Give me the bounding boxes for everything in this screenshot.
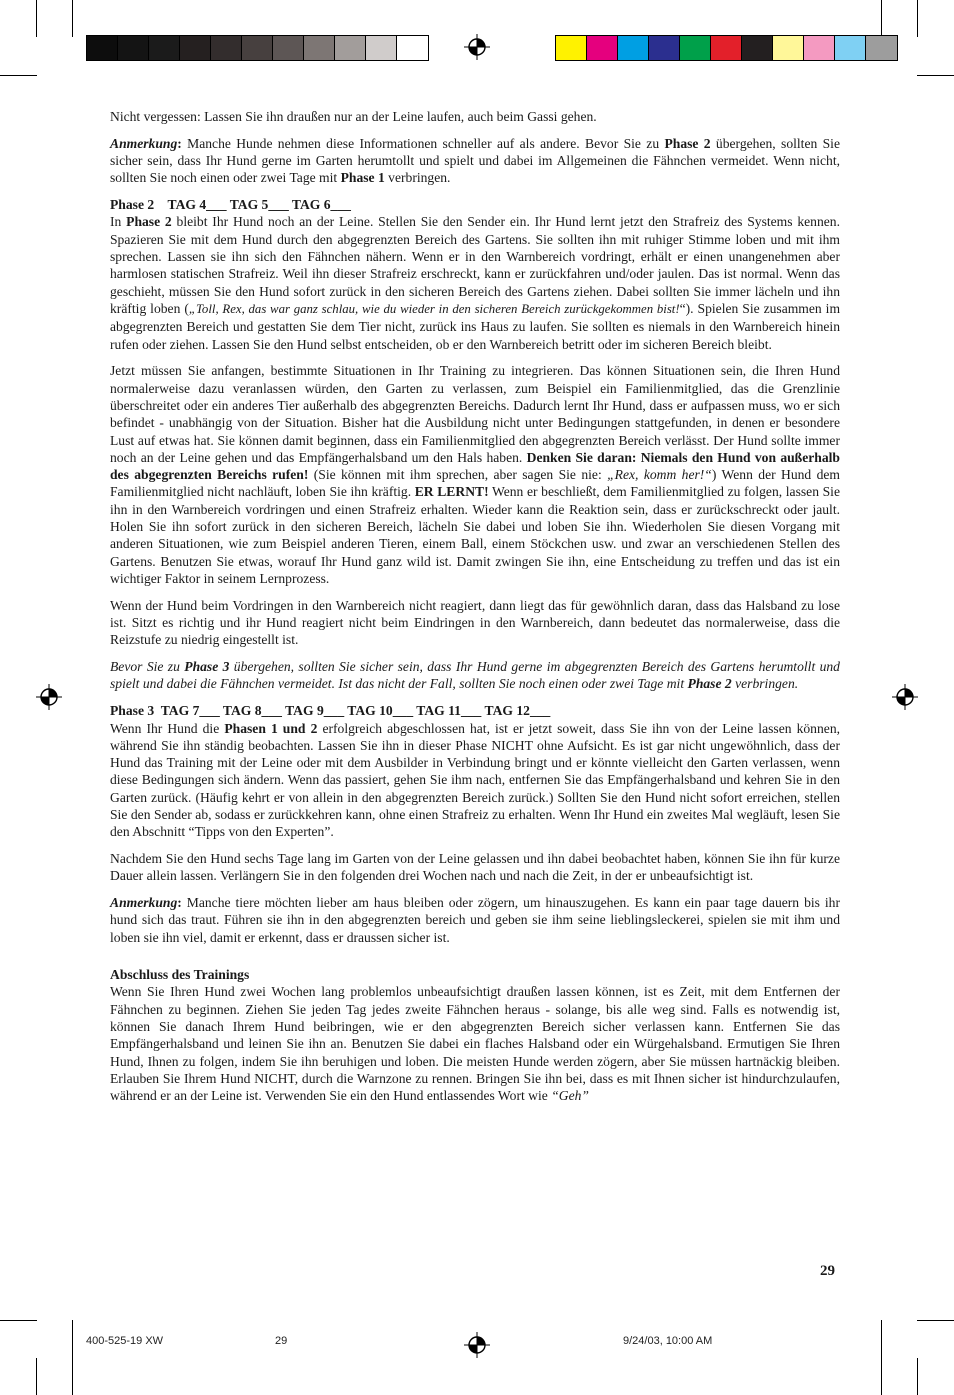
color-swatch — [680, 36, 711, 60]
color-swatch — [618, 36, 649, 60]
color-swatch — [587, 36, 618, 60]
slug-date: 9/24/03, 10:00 AM — [623, 1335, 713, 1347]
color-swatch — [804, 36, 835, 60]
crop-mark — [917, 0, 918, 37]
color-swatch — [304, 36, 335, 60]
crop-mark — [917, 1358, 918, 1395]
registration-mark-icon — [892, 684, 918, 710]
color-swatch — [149, 36, 180, 60]
registration-mark-icon — [464, 1332, 490, 1358]
color-swatch — [242, 36, 273, 60]
phase3-paragraph: Wenn Ihr Hund die Phasen 1 und 2 erfolgreich abgeschlossen hat, ist er jetzt soweit, dass Sie ihn von der Leine lassen können, während Sie ihn ständig beobachten. Lassen Sie ihn in dieser Phase NICHT ohne Aufsicht. Es ist gar nicht ungewöhnlich, dass der Hund das Training mit der Leine oder mit dem Ausbilder in Verbindung bringt und er könnte vielleicht den Garten verlassen, wenn diese Bedingungen sich ändern. Wenn das passiert, gehen Sie ihm nach, entfernen Sie das Empfängerhalsband und kehren Sie in den Garten zurück. (Häufig kehrt er von allein in den abgegrenzten Bereich zurück.) Sollten Sie den Hund nicht sofort erreichen, stellen Sie den Sender ab, sodass er zurückkehren kann, ohne einen Strafreiz zu erhalten. Wenn Ihr Hund ein zweites Mal wegläuft, lesen Sie den Abschnitt “Tipps von den Experten”. — [110, 720, 841, 840]
crop-mark — [881, 0, 882, 37]
crop-mark — [0, 75, 37, 76]
crop-mark — [917, 75, 954, 76]
six-days-paragraph: Nachdem Sie den Hund sechs Tage lang im Garten von der Leine gelassen und ihn dabei beobachtet haben, können Sie ihn für kurze Dauer allein lassen. Verlängern Sie in den folgenden drei Wochen nach und nach die Zeit, in der er unbeaufsichtigt ist. — [110, 851, 840, 884]
process-color-bar — [555, 35, 898, 61]
collar-paragraph: Wenn der Hund beim Vordringen in den Warnbereich nicht reagiert, dann liegt das für gewöhnlich daran, dass das Halsband zu lose ist. Sitzt es richtig und ihr Hund reagiert nicht beim Eindringen in den Warnbereich, dann bedeutet das normalerweise, dass die Reizstufe zu niedrig eingestellt ist. — [110, 597, 840, 648]
closing-paragraph: Wenn Sie Ihren Hund zwei Wochen lang problemlos unbeaufsichtigt draußen lassen können, ist es Zeit, mit dem Entfernen der Fähnchen zu beginnen. Ziehen Sie jeden Tag jedes zweite Fähnchen heraus - solange, bis alle weg sind. Falls es notwendig ist, können Sie danach Ihrem Hund beibringen, wie er den abgegrenzten Bereich sicher verlassen kann. Entfernen Sie das Empfängerhalsband und leinen Sie ihn an. Benutzen Sie dabei ein flaches Halsband oder ein Würgehalsband. Ermutigen Sie Ihren Hund, Ihnen zu folgen, indem Sie ihn beruhigen und loben. Die meisten Hunde werden zögern, aber Sie müssen hartnäckig bleiben. Erlauben Sie Ihrem Hund NICHT, durch die Warnzone zu rennen. Bringen Sie ihn bei, dass es mit Ihnen sicher ist hindurchzulaufen, während er an der Leine ist. Verwenden Sie ein den Hund entlassendes Wort wie “Geh” — [110, 984, 840, 1104]
crop-mark — [72, 1358, 73, 1395]
grayscale-color-bar — [86, 35, 429, 61]
slug-page: 29 — [275, 1335, 288, 1347]
slug-rule — [72, 1320, 73, 1360]
slug-rule — [881, 1320, 882, 1360]
color-swatch — [180, 36, 211, 60]
color-swatch — [711, 36, 742, 60]
crop-mark — [36, 0, 37, 37]
page-number: 29 — [820, 1263, 835, 1279]
phase2-paragraph: In Phase 2 bleibt Ihr Hund noch an der Leine. Stellen Sie den Sender ein. Ihr Hund lernt jetzt den Strafreiz des Systems kennen. Spazieren Sie mit dem Hund durch den abgegrenzten Bereich des Gartens. Sie sollten ihn mit ruhiger Stimme loben und mit ihm sprechen. Lassen sie ihn sich den Fähnchen nähern. Wenn er in den Warnbereich vordringt, erhält er einen unangenehmen aber harmlosen statischen Strafreiz. Weil ihn dieser Strafreiz erschreckt, kann er zurückfahren und/oder jaulen. Das ist normal. Wenn das geschieht, müssen Sie den Hund sofort zurück in den sicheren Bereich des Gartens ziehen. Dabei sollten Sie immer lächeln und ihn kräftig loben („Toll, Rex, das war ganz schlau, wie du wieder in den sicheren Bereich zurückgekommen bist!“). Spielen Sie zusammen im abgegrenzten Bereich und gestatten Sie dem Tier nicht, zurück ins Haus zu laufen. Sie sollten es niemals in den Warnbereich hinein rufen oder ziehen. Lassen Sie den Hund selbst entscheiden, ob er den Warnbereich betritt oder im sicheren Bereich bleibt. — [110, 214, 841, 352]
color-swatch — [556, 36, 587, 60]
situations-paragraph: Jetzt müssen Sie anfangen, bestimmte Situationen in Ihr Training zu integrieren. Das können Situationen sein, die Ihren Hund normalerweise dazu veranlassen würden, den Garten zu verlassen, zum Beispiel ein Familienmitglied, das die Grenzlinie überschreitet oder ein anderes Tier außerhalb des abgegrenzten Bereichs. Dadurch lernt Ihr Hund, dass er aufpassen muss, wo er sich befindet - unabhängig von der Situation. Bisher hat die Ausbildung nicht unter Bedingungen stattgefunden, in denen er besondere Lust auf etwas hat. Sie können damit beginnen, dass ein Familienmitglied den abgegrenzten Bereich verlässt. Der Hund sollte immer noch an der Leine gehen und das Empfängerhalsband um den Hals haben. Denken Sie daran: Niemals den Hund von außerhalb des abgegrenzten Bereichs rufen! (Sie können mit ihm sprechen, aber sagen Sie nie: „Rex, komm her!“) Wenn der Hund dem Familienmitglied nicht nachläuft, loben Sie ihn kräftig. ER LERNT! Wenn er beschließt, dem Familienmitglied zu folgen, lassen Sie ihn in den Warnbereich vordringen und einen Strafreiz erhalten. Wieder kann die Reaktion sein, dass er zurückschreckt oder jault. Holen Sie ihn sofort zurück in den sicheren Bereich, lächeln Sie dabei und loben Sie ihn. Wiederholen Sie diesen Vorgang mit anderen Situationen, wie zum Beispiel anderen Tieren, einem Ball, einem Stöckchen usw. und zwar an verschiedenen Stellen des Gartens. Benutzen Sie etwas, worauf Ihr Hund ganz wild ist. Damit zwingen Sie ihn, eine Entscheidung zu treffen und das ist ein wichtiger Faktor in seinem Lernprozess. — [110, 363, 840, 586]
page-content — [110, 108, 840, 1104]
color-swatch — [87, 36, 118, 60]
closing-heading: Abschluss des Trainings — [110, 967, 250, 983]
note-paragraph: Anmerkung: Manche Hunde nehmen diese Informationen schneller auf als andere. Bevor Sie zu Phase 2 übergehen, sollten Sie sicher sein, dass Ihr Hund gerne im Garten herumtollt und spielt und dabei im Allgemeinen die Fähnchen vermeidet. Wenn nicht, sollten Sie noch einen oder zwei Tage mit Phase 1 verbringen. — [110, 135, 840, 186]
color-swatch — [835, 36, 866, 60]
crop-mark — [36, 1358, 37, 1395]
phase3-heading: Phase 3 TAG 7___ TAG 8___ TAG 9___ TAG 10___ TAG 11___ TAG 12___ — [110, 703, 551, 719]
phase2-heading: Phase 2 TAG 4___ TAG 5___ TAG 6___ — [110, 197, 351, 213]
crop-mark — [917, 1320, 954, 1321]
color-swatch — [866, 36, 897, 60]
color-swatch — [649, 36, 680, 60]
registration-mark-icon — [36, 684, 62, 710]
crop-mark — [0, 1320, 37, 1321]
registration-mark-icon — [464, 34, 490, 60]
color-swatch — [273, 36, 304, 60]
color-swatch — [773, 36, 804, 60]
color-swatch — [742, 36, 773, 60]
slug-job-id: 400-525-19 XW — [86, 1335, 164, 1347]
color-swatch — [366, 36, 397, 60]
color-swatch — [211, 36, 242, 60]
color-swatch — [118, 36, 149, 60]
phase3-note-paragraph: Bevor Sie zu Phase 3 übergehen, sollten Sie sicher sein, dass Ihr Hund gerne im abgegrenzten Bereich des Gartens herumtollt und spielt und dabei die Fähnchen vermeidet. Ist das nicht der Fall, sollten Sie noch einen oder zwei Tage mit Phase 2 verbringen. — [110, 659, 840, 692]
note-paragraph: Anmerkung: Manche tiere möchten lieber am haus bleiben oder zögern, um hinauszugehen. Es kann ein paar tage dauern bis ihr hund sich das traut. Führen sie ihn in den abgegrenzten bereich und geben sie ihm seine lieblingsleckerei, spielen sie mit ihm und loben sie ihn viel, damit er erkennt, dass er draussen sicher ist. — [110, 895, 840, 945]
crop-mark — [72, 0, 73, 37]
color-swatch — [335, 36, 366, 60]
intro-paragraph: Nicht vergessen: Lassen Sie ihn draußen nur an der Leine laufen, auch beim Gassi gehen. — [110, 109, 597, 124]
crop-mark — [881, 1358, 882, 1395]
color-swatch — [397, 36, 428, 60]
